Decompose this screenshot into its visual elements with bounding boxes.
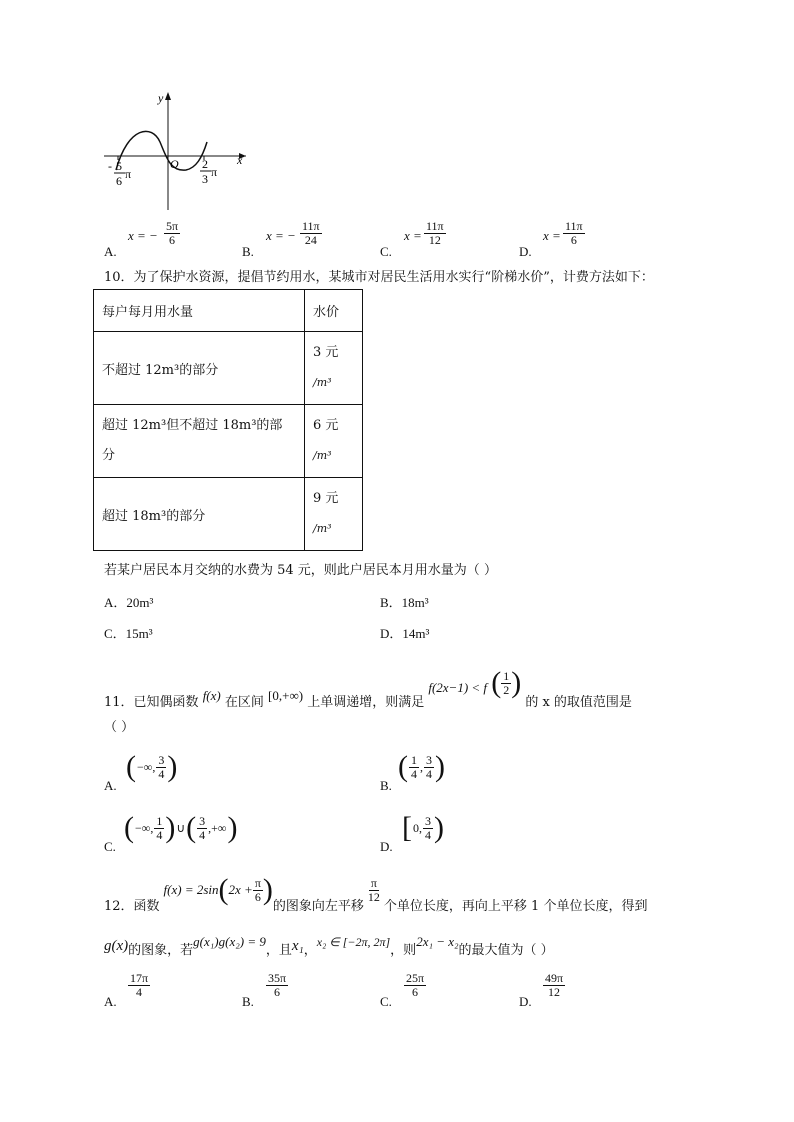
option-text: 14m³ <box>402 626 430 641</box>
q12-line1 <box>104 873 648 914</box>
option-frac <box>424 220 446 247</box>
q12-shift-frac <box>366 877 382 904</box>
option-letter: B. <box>242 994 254 1009</box>
right-paren: ) <box>167 750 178 783</box>
frac-den: 12 <box>428 233 441 247</box>
frac-den: 4 <box>158 766 165 781</box>
row-range: 超过 18m³的部分 <box>94 478 305 551</box>
option-letter: C. <box>380 244 392 259</box>
q12-text-8: 的最大值为（ ） <box>458 943 554 958</box>
row-price <box>305 332 363 405</box>
q12-arg: 2x + <box>228 882 253 897</box>
frac-num: 11π <box>302 219 320 233</box>
frac-num: 5π <box>166 219 179 233</box>
table-header-row <box>94 290 363 332</box>
y-axis-label: y <box>158 91 164 105</box>
option-letter: A. <box>104 244 117 259</box>
right-tick-num: 2 <box>202 157 208 171</box>
frac-den: 4 <box>425 827 431 842</box>
price-value: 6 元 <box>313 418 339 433</box>
option-frac <box>128 972 150 999</box>
frac-den: 2 <box>503 682 510 697</box>
x-axis-label: x <box>237 153 243 167</box>
frac-den: 6 <box>274 985 281 999</box>
frac-num: 25π <box>406 971 425 985</box>
left-tick-den: 6 <box>116 174 122 188</box>
q10-question: 若某户居民本月交纳的水费为 54 元，则此户居民本月用水量为（ ） <box>104 563 497 578</box>
left-paren: ( <box>491 666 502 699</box>
q12-text-7: ，则 <box>390 943 417 958</box>
frac-den: 4 <box>136 985 143 999</box>
row-range <box>94 405 305 478</box>
option-lhs: x = <box>543 228 561 243</box>
left-tick-sign: - <box>108 159 112 173</box>
left-bracket: [ <box>402 811 412 844</box>
frac-den: 12 <box>548 985 561 999</box>
q11-stem <box>104 666 632 710</box>
frac-den: 6 <box>570 233 577 247</box>
frac-den: 6 <box>412 985 419 999</box>
header-price: 水价 <box>305 290 363 332</box>
left-paren: ( <box>124 811 134 844</box>
right-paren: ) <box>165 811 176 844</box>
frac-num: 35π <box>268 971 287 985</box>
frac-num: 49π <box>545 971 564 985</box>
right-tick-den: 3 <box>202 172 208 186</box>
price-value: 9 元 <box>313 491 339 506</box>
range-line1: 超过 12m³但不超过 18m³的部 <box>102 418 283 433</box>
option-interval <box>124 813 237 843</box>
option-letter: A. <box>104 994 117 1009</box>
q11-text-2: 在区间 <box>224 695 264 710</box>
row-range: 不超过 12m³的部分 <box>94 332 305 405</box>
q12-line2 <box>104 934 554 958</box>
q12-range: x₂ ∈ [−2π, 2π] <box>316 935 391 949</box>
frac-den: 24 <box>304 233 317 247</box>
option-interval <box>398 752 445 782</box>
q11-text-4: 的 x 的取值范围是 <box>525 695 632 710</box>
q10-option-b[interactable] <box>380 592 429 611</box>
option-letter: D． <box>380 626 403 641</box>
q12-text-4: 的图象，若 <box>128 943 194 958</box>
right-tick-pi: π <box>211 165 218 179</box>
left-paren: ( <box>398 750 408 783</box>
row-price <box>305 478 363 551</box>
option-frac <box>563 220 585 247</box>
option-letter: C. <box>380 994 392 1009</box>
q11-interval: [0,+∞) <box>268 688 304 703</box>
right-paren: ) <box>435 750 445 783</box>
frac-num: 1 <box>156 813 163 828</box>
left-tick-pi: π <box>125 167 132 181</box>
q11-fx: f(x) <box>202 688 221 703</box>
option-frac <box>266 972 288 999</box>
frac-num: 3 <box>426 752 432 767</box>
option-frac <box>300 220 322 247</box>
right-paren: ) <box>262 873 273 906</box>
q12-text-2: 的图象向左平移 <box>272 898 364 914</box>
q12-x1: x₁ <box>291 938 304 954</box>
right-paren: ) <box>511 666 522 699</box>
q12-text-5: ，且 <box>265 943 292 958</box>
frac-num: π <box>254 875 261 890</box>
frac-den: 4 <box>426 766 432 781</box>
frac-den: 12 <box>367 889 380 904</box>
price-unit: /m³ <box>313 376 332 389</box>
price-unit: /m³ <box>313 449 332 462</box>
q10-option-d[interactable] <box>380 623 429 642</box>
frac-num: 3 <box>425 813 431 828</box>
frac-num: 1 <box>411 752 417 767</box>
table-row <box>94 478 363 551</box>
left-tick-num: 5 <box>116 159 122 173</box>
option-lhs: x = − <box>128 228 158 243</box>
q10-option-c[interactable] <box>104 623 153 642</box>
q12-function: f(x) = 2sin <box>163 882 219 897</box>
option-interval <box>126 752 177 782</box>
q12-text-3: 个单位长度，再向上平移 1 个单位长度，得到 <box>383 898 648 914</box>
option-interval <box>402 813 444 843</box>
frac-den: 4 <box>411 766 417 781</box>
frac-num: 11π <box>426 219 444 233</box>
interval-pre: −∞, <box>135 820 154 835</box>
q11-half-frac <box>491 668 521 698</box>
price-unit: /m³ <box>313 522 332 535</box>
q11-text-1: 11．已知偶函数 <box>104 695 199 710</box>
option-frac <box>164 220 180 247</box>
option-text: 15m³ <box>125 626 153 641</box>
header-usage: 每户每月用水量 <box>94 290 305 332</box>
option-lhs: x = <box>404 228 422 243</box>
q11-inequality: f(2x−1) < f <box>428 680 488 695</box>
q12-arg-frac <box>253 877 263 904</box>
option-text: 20m³ <box>126 595 154 610</box>
frac-den: 6 <box>169 233 176 247</box>
table-row <box>94 405 363 478</box>
frac-num: 11π <box>565 219 583 233</box>
q12-text-1: 12．函数 <box>104 898 160 914</box>
q11-text-3: 上单调递增，则满足 <box>307 695 425 710</box>
frac-den: 6 <box>254 889 261 904</box>
option-letter: B. <box>242 244 254 259</box>
option-frac <box>404 972 426 999</box>
left-paren: ( <box>218 873 229 906</box>
option-letter: D. <box>519 244 532 259</box>
row-price <box>305 405 363 478</box>
interval-comma: , <box>420 759 423 774</box>
frac-num: 1 <box>503 668 510 683</box>
q12-expr: 2x₁ − x₂ <box>416 934 459 949</box>
q11-paren: （ ） <box>104 720 135 735</box>
frac-num: 17π <box>130 971 149 985</box>
sine-graph <box>100 88 250 213</box>
option-letter: D. <box>519 994 532 1009</box>
q10-stem: 10．为了保护水资源，提倡节约用水，某城市对居民生活用水实行“阶梯水价”，计费方法如下： <box>104 270 654 285</box>
interval-post: ,+∞ <box>208 820 227 835</box>
frac-num: 3 <box>158 752 165 767</box>
origin-label: O <box>170 157 179 171</box>
option-frac <box>543 972 565 999</box>
interval-pre: 0, <box>413 820 422 835</box>
union-symbol: ∪ <box>176 820 186 835</box>
frac-num: π <box>370 875 377 890</box>
q12-condition: g(x₁)g(x₂) = 9 <box>193 934 266 949</box>
option-lhs: x = − <box>266 228 296 243</box>
frac-num: 3 <box>199 813 206 828</box>
price-value: 3 元 <box>313 345 339 360</box>
interval-pre: −∞, <box>137 759 156 774</box>
left-paren: ( <box>186 811 197 844</box>
q12-gx: g(x) <box>104 938 129 954</box>
option-letter: B. <box>380 778 392 793</box>
range-line2: 分 <box>102 448 116 463</box>
option-letter: B． <box>380 595 402 610</box>
frac-den: 4 <box>199 827 206 842</box>
frac-den: 4 <box>156 827 163 842</box>
option-letter: A． <box>104 595 127 610</box>
option-letter: D. <box>380 839 393 854</box>
left-paren: ( <box>126 750 136 783</box>
right-paren: ) <box>227 811 238 844</box>
water-price-table <box>93 289 363 551</box>
option-letter: C． <box>104 626 126 641</box>
right-paren: ) <box>434 811 444 844</box>
q12-text-6: ， <box>303 943 317 958</box>
option-text: 18m³ <box>401 595 429 610</box>
q10-option-a[interactable] <box>104 592 153 611</box>
option-letter: C. <box>104 839 116 854</box>
table-row <box>94 332 363 405</box>
option-letter: A. <box>104 778 117 793</box>
